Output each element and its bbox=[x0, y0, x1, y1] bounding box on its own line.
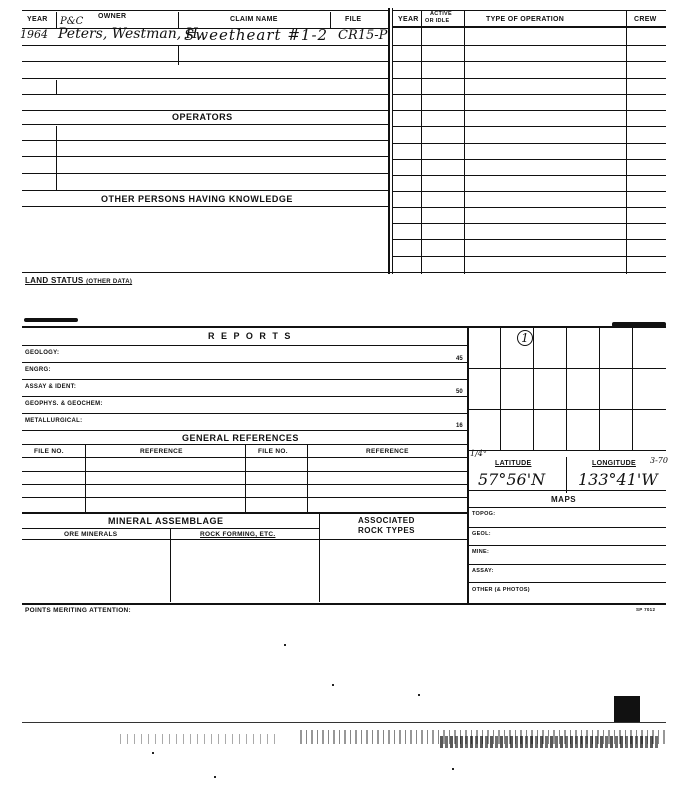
active-header-1: ACTIVE bbox=[430, 11, 452, 17]
points-meriting-attention: POINTS MERITING ATTENTION: bbox=[25, 607, 132, 614]
reports-title: R E P O R T S bbox=[208, 331, 293, 341]
report-geology: GEOLOGY: bbox=[25, 350, 60, 356]
form-number: SP 7012 bbox=[636, 607, 656, 612]
col-file-no-2: FILE NO. bbox=[258, 448, 288, 455]
maps-geol: GEOL: bbox=[472, 531, 491, 537]
col-file-no-1: FILE NO. bbox=[34, 448, 64, 455]
report-engrg: ENGRG: bbox=[25, 367, 51, 373]
maps-title: MAPS bbox=[551, 495, 577, 504]
longitude-note: 3-70 bbox=[650, 456, 668, 465]
entry-owner: Peters, Westman, H. bbox=[58, 26, 203, 42]
report-assay: ASSAY & IDENT: bbox=[25, 384, 77, 390]
maps-topog: TOPOG: bbox=[472, 511, 496, 517]
owner-header: OWNER bbox=[98, 13, 127, 20]
ore-minerals-header: ORE MINERALS bbox=[64, 531, 118, 538]
general-references-title: GENERAL REFERENCES bbox=[182, 433, 299, 443]
longitude-value: 133°41'W bbox=[578, 470, 658, 489]
entry-claim: Sweetheart #1-2 bbox=[184, 26, 329, 44]
associated-rock-2: ROCK TYPES bbox=[358, 526, 416, 535]
file-header: FILE bbox=[345, 16, 362, 23]
longitude-label: LONGITUDE bbox=[592, 460, 636, 467]
col-reference-2: REFERENCE bbox=[366, 448, 409, 455]
latitude-label: LATITUDE bbox=[495, 460, 532, 467]
report-metallurgical: METALLURGICAL: bbox=[25, 418, 83, 424]
land-status-label: LAND STATUS (OTHER DATA) bbox=[25, 276, 133, 285]
associated-rock-1: ASSOCIATED bbox=[358, 516, 415, 525]
claim-name-header: CLAIM NAME bbox=[230, 16, 278, 23]
year-header: YEAR bbox=[27, 16, 48, 23]
latitude-value: 57°56'N bbox=[478, 470, 546, 489]
report-assay-num: 50 bbox=[456, 389, 463, 395]
mineral-assemblage-title: MINERAL ASSEMBLAGE bbox=[108, 516, 224, 526]
grid-circle-mark: 1 bbox=[517, 330, 533, 346]
entry-file: CR15-P bbox=[338, 28, 388, 43]
entry-year: 1964 bbox=[20, 28, 48, 41]
entry-annotation: P&C bbox=[60, 16, 84, 27]
maps-assay: ASSAY: bbox=[472, 568, 494, 574]
report-metallurgical-num: 16 bbox=[456, 423, 463, 429]
col-reference-1: REFERENCE bbox=[140, 448, 183, 455]
operators-header: OPERATORS bbox=[172, 112, 233, 122]
report-geophys: GEOPHYS. & GEOCHEM: bbox=[25, 401, 103, 407]
rock-forming-header: ROCK FORMING, ETC. bbox=[200, 531, 276, 538]
crew-header: CREW bbox=[634, 16, 657, 23]
maps-mine: MINE: bbox=[472, 549, 490, 555]
type-of-operation-header: TYPE OF OPERATION bbox=[486, 16, 565, 23]
active-header-2: OR IDLE bbox=[425, 18, 450, 24]
report-geology-num: 45 bbox=[456, 356, 463, 362]
scan-mark-left bbox=[24, 318, 78, 322]
other-persons-header: OTHER PERSONS HAVING KNOWLEDGE bbox=[101, 194, 293, 204]
maps-other: OTHER (& PHOTOS) bbox=[472, 587, 530, 593]
year2-header: YEAR bbox=[398, 16, 419, 23]
quad-note: 1/4° bbox=[470, 449, 487, 458]
